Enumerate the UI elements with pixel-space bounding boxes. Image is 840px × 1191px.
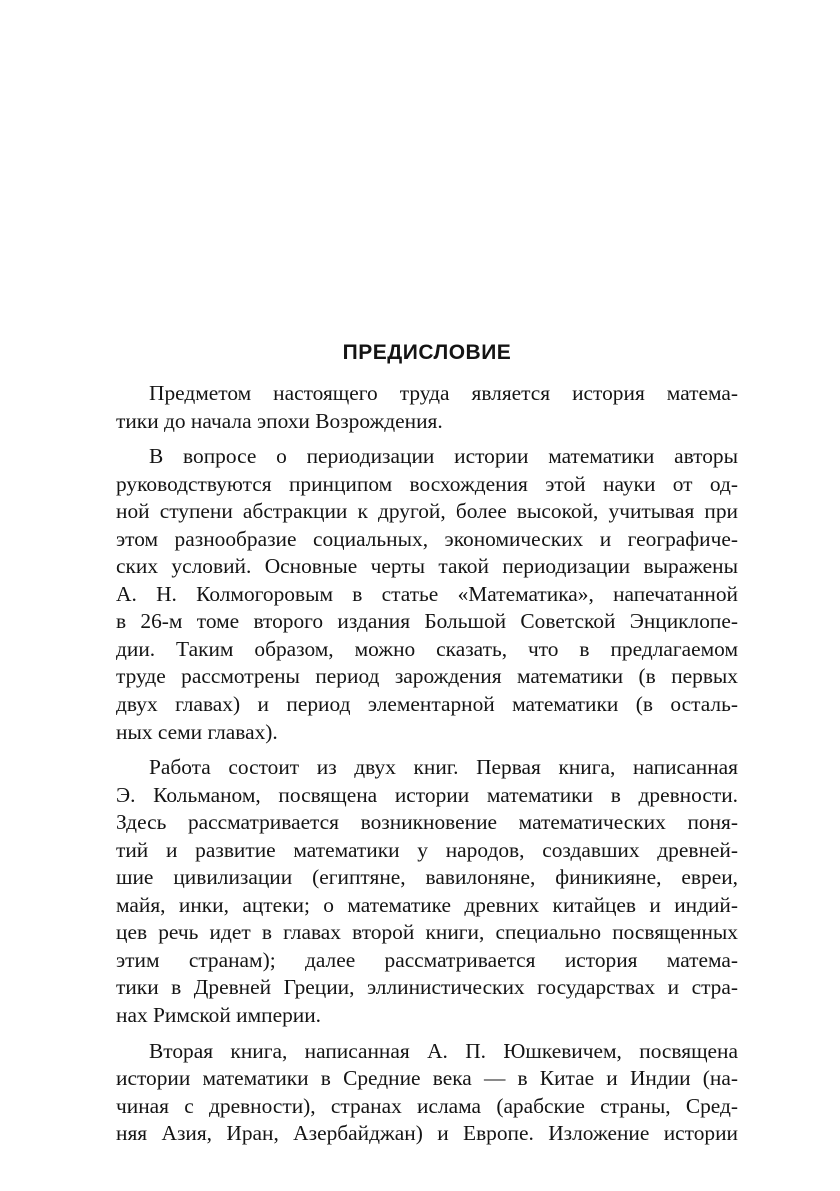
paragraph <box>116 1038 738 1148</box>
text-line: нах Римской империи. <box>116 1003 322 1028</box>
text-line: дии. Таким образом, можно сказать, что в предлагаемом <box>116 636 738 661</box>
text-line: тики в Древней Греции, эллинистических государствах и стра- <box>116 975 738 1000</box>
text-line: А. Н. Колмогоровым в статье «Математика», напечатанной <box>116 581 738 606</box>
text-line: Предметом настоящего труда является история матема- <box>149 381 738 405</box>
text-line: майя, инки, ацтеки; о математике древних китайцев и индий- <box>116 892 738 917</box>
text-line: в 26-м томе второго издания Большой Советской Энциклопе- <box>116 609 738 634</box>
text-line: Здесь рассматривается возникновение математических поня- <box>116 810 738 835</box>
paragraph <box>116 443 738 746</box>
document-page <box>116 0 738 1191</box>
paragraph <box>116 754 738 1029</box>
text-line: В вопросе о периодизации истории математики авторы <box>149 444 738 469</box>
text-line: Вторая книга, написанная А. П. Юшкевичем, посвящена <box>149 1038 738 1063</box>
text-line: ной ступени абстракции к другой, более высокой, учитывая при <box>116 499 738 524</box>
paragraph <box>116 380 738 435</box>
text-line: Э. Кольманом, посвящена истории математики в древности. <box>116 782 738 807</box>
text-line: ных семи главах). <box>116 719 278 744</box>
text-line: двух главах) и период элементарной математики (в осталь- <box>116 692 738 717</box>
text-line: тики до начала эпохи Возрождения. <box>116 408 443 433</box>
text-line: истории математики в Средние века — в Китае и Индии (на- <box>116 1066 738 1091</box>
text-line: этом разнообразие социальных, экономических и географиче- <box>116 526 738 551</box>
text-line: руководствуются принципом восхождения этой науки от од- <box>116 471 738 496</box>
page-title: ПРЕДИСЛОВИЕ <box>342 341 512 364</box>
body-text <box>116 380 738 1148</box>
text-line: чиная с древности), странах ислама (арабские страны, Сред- <box>116 1093 738 1118</box>
text-line: цев речь идет в главах второй книги, специально посвященных <box>116 920 738 945</box>
text-line: тий и развитие математики у народов, создавших древней- <box>116 837 738 862</box>
text-line: шие цивилизации (египтяне, вавилоняне, финикияне, евреи, <box>116 865 738 890</box>
text-line: этим странам); далее рассматривается история матема- <box>116 947 738 972</box>
text-line: няя Азия, Иран, Азербайджан) и Европе. Изложение истории <box>116 1121 738 1146</box>
text-line: труде рассмотрены период зарождения математики (в первых <box>116 664 738 689</box>
text-line: Работа состоит из двух книг. Первая книга, написанная <box>149 755 738 780</box>
text-line: ских условий. Основные черты такой периодизации выражены <box>116 554 738 579</box>
